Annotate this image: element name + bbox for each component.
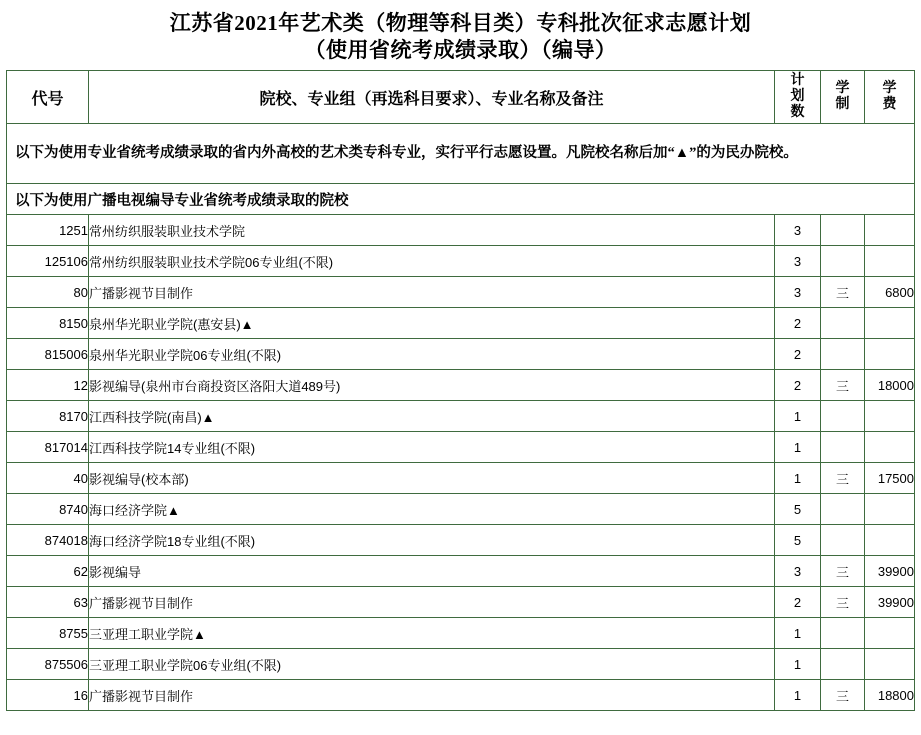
row-name: 影视编导(校本部) — [89, 463, 775, 494]
row-fee — [865, 618, 915, 649]
row-plan: 1 — [775, 649, 821, 680]
row-fee: 6800 — [865, 277, 915, 308]
header-name: 院校、专业组（再选科目要求）、专业名称及备注 — [89, 71, 775, 124]
row-length — [821, 401, 865, 432]
row-length — [821, 246, 865, 277]
row-code: 8150 — [7, 308, 89, 339]
row-plan: 1 — [775, 680, 821, 711]
row-name: 海口经济学院▲ — [89, 494, 775, 525]
table-section-row — [7, 184, 915, 215]
table-row — [7, 463, 915, 494]
row-name: 三亚理工职业学院06专业组(不限) — [89, 649, 775, 680]
note-text-section: 以下为使用广播电视编导专业省统考成绩录取的院校 — [7, 184, 915, 215]
row-fee — [865, 215, 915, 246]
table-row — [7, 494, 915, 525]
row-name: 影视编导(泉州市台商投资区洛阳大道489号) — [89, 370, 775, 401]
row-code: 817014 — [7, 432, 89, 463]
row-plan: 5 — [775, 525, 821, 556]
row-length: 三 — [821, 680, 865, 711]
row-length — [821, 339, 865, 370]
row-fee — [865, 308, 915, 339]
row-code: 12 — [7, 370, 89, 401]
row-fee: 17500 — [865, 463, 915, 494]
header-length: 学制 — [821, 71, 865, 124]
row-length: 三 — [821, 463, 865, 494]
table-row — [7, 432, 915, 463]
page-title — [0, 0, 921, 70]
title-line-2: （使用省统考成绩录取）（编导） — [304, 38, 617, 62]
row-fee — [865, 649, 915, 680]
table-row — [7, 370, 915, 401]
row-length — [821, 308, 865, 339]
row-name: 江西科技学院14专业组(不限) — [89, 432, 775, 463]
row-length — [821, 525, 865, 556]
row-length — [821, 649, 865, 680]
row-code: 62 — [7, 556, 89, 587]
row-length: 三 — [821, 587, 865, 618]
row-fee — [865, 246, 915, 277]
row-code: 8170 — [7, 401, 89, 432]
row-name: 常州纺织服装职业技术学院 — [89, 215, 775, 246]
row-code: 80 — [7, 277, 89, 308]
row-fee — [865, 339, 915, 370]
row-fee — [865, 432, 915, 463]
table-row — [7, 339, 915, 370]
row-plan: 3 — [775, 215, 821, 246]
row-plan: 3 — [775, 556, 821, 587]
row-fee: 18000 — [865, 370, 915, 401]
row-code: 875506 — [7, 649, 89, 680]
row-length — [821, 432, 865, 463]
table-row — [7, 556, 915, 587]
row-name: 广播影视节目制作 — [89, 587, 775, 618]
table-row — [7, 401, 915, 432]
admission-plan-table — [6, 70, 915, 711]
row-plan: 2 — [775, 587, 821, 618]
row-length: 三 — [821, 556, 865, 587]
row-code: 8755 — [7, 618, 89, 649]
row-code: 63 — [7, 587, 89, 618]
table-row — [7, 680, 915, 711]
row-length: 三 — [821, 370, 865, 401]
row-plan: 1 — [775, 463, 821, 494]
row-fee: 18800 — [865, 680, 915, 711]
row-plan: 1 — [775, 432, 821, 463]
row-plan: 1 — [775, 401, 821, 432]
table-row — [7, 215, 915, 246]
row-plan: 2 — [775, 308, 821, 339]
row-name: 三亚理工职业学院▲ — [89, 618, 775, 649]
row-fee: 39900 — [865, 556, 915, 587]
header-plan: 计划数 — [775, 71, 821, 124]
table-row — [7, 587, 915, 618]
row-length — [821, 618, 865, 649]
row-code: 40 — [7, 463, 89, 494]
row-fee — [865, 494, 915, 525]
row-code: 874018 — [7, 525, 89, 556]
table-header-row — [7, 71, 915, 124]
row-name: 海口经济学院18专业组(不限) — [89, 525, 775, 556]
row-name: 影视编导 — [89, 556, 775, 587]
row-fee — [865, 401, 915, 432]
row-fee — [865, 525, 915, 556]
row-name: 泉州华光职业学院(惠安县)▲ — [89, 308, 775, 339]
row-plan: 2 — [775, 370, 821, 401]
header-code: 代号 — [7, 71, 89, 124]
row-plan: 5 — [775, 494, 821, 525]
row-length: 三 — [821, 277, 865, 308]
table-row — [7, 277, 915, 308]
note-text-general: 以下为使用专业省统考成绩录取的省内外高校的艺术类专科专业，实行平行志愿设置。凡院校名称后加“▲”的为民办院校。 — [7, 124, 915, 184]
row-code: 16 — [7, 680, 89, 711]
row-name: 广播影视节目制作 — [89, 680, 775, 711]
row-name: 泉州华光职业学院06专业组(不限) — [89, 339, 775, 370]
table-row — [7, 308, 915, 339]
title-line-1: 江苏省2021年艺术类（物理等科目类）专科批次征求志愿计划 — [169, 11, 752, 35]
row-code: 8740 — [7, 494, 89, 525]
table-body — [7, 124, 915, 711]
row-fee: 39900 — [865, 587, 915, 618]
table-header — [7, 71, 915, 124]
row-length — [821, 494, 865, 525]
row-plan: 1 — [775, 618, 821, 649]
row-name: 常州纺织服装职业技术学院06专业组(不限) — [89, 246, 775, 277]
row-code: 125106 — [7, 246, 89, 277]
row-plan: 3 — [775, 246, 821, 277]
table-row — [7, 618, 915, 649]
row-name: 广播影视节目制作 — [89, 277, 775, 308]
table-note-row — [7, 124, 915, 184]
header-fee: 学费 — [865, 71, 915, 124]
table-row — [7, 649, 915, 680]
table-row — [7, 525, 915, 556]
table-row — [7, 246, 915, 277]
row-length — [821, 215, 865, 246]
row-code: 1251 — [7, 215, 89, 246]
row-code: 815006 — [7, 339, 89, 370]
row-name: 江西科技学院(南昌)▲ — [89, 401, 775, 432]
row-plan: 2 — [775, 339, 821, 370]
row-plan: 3 — [775, 277, 821, 308]
